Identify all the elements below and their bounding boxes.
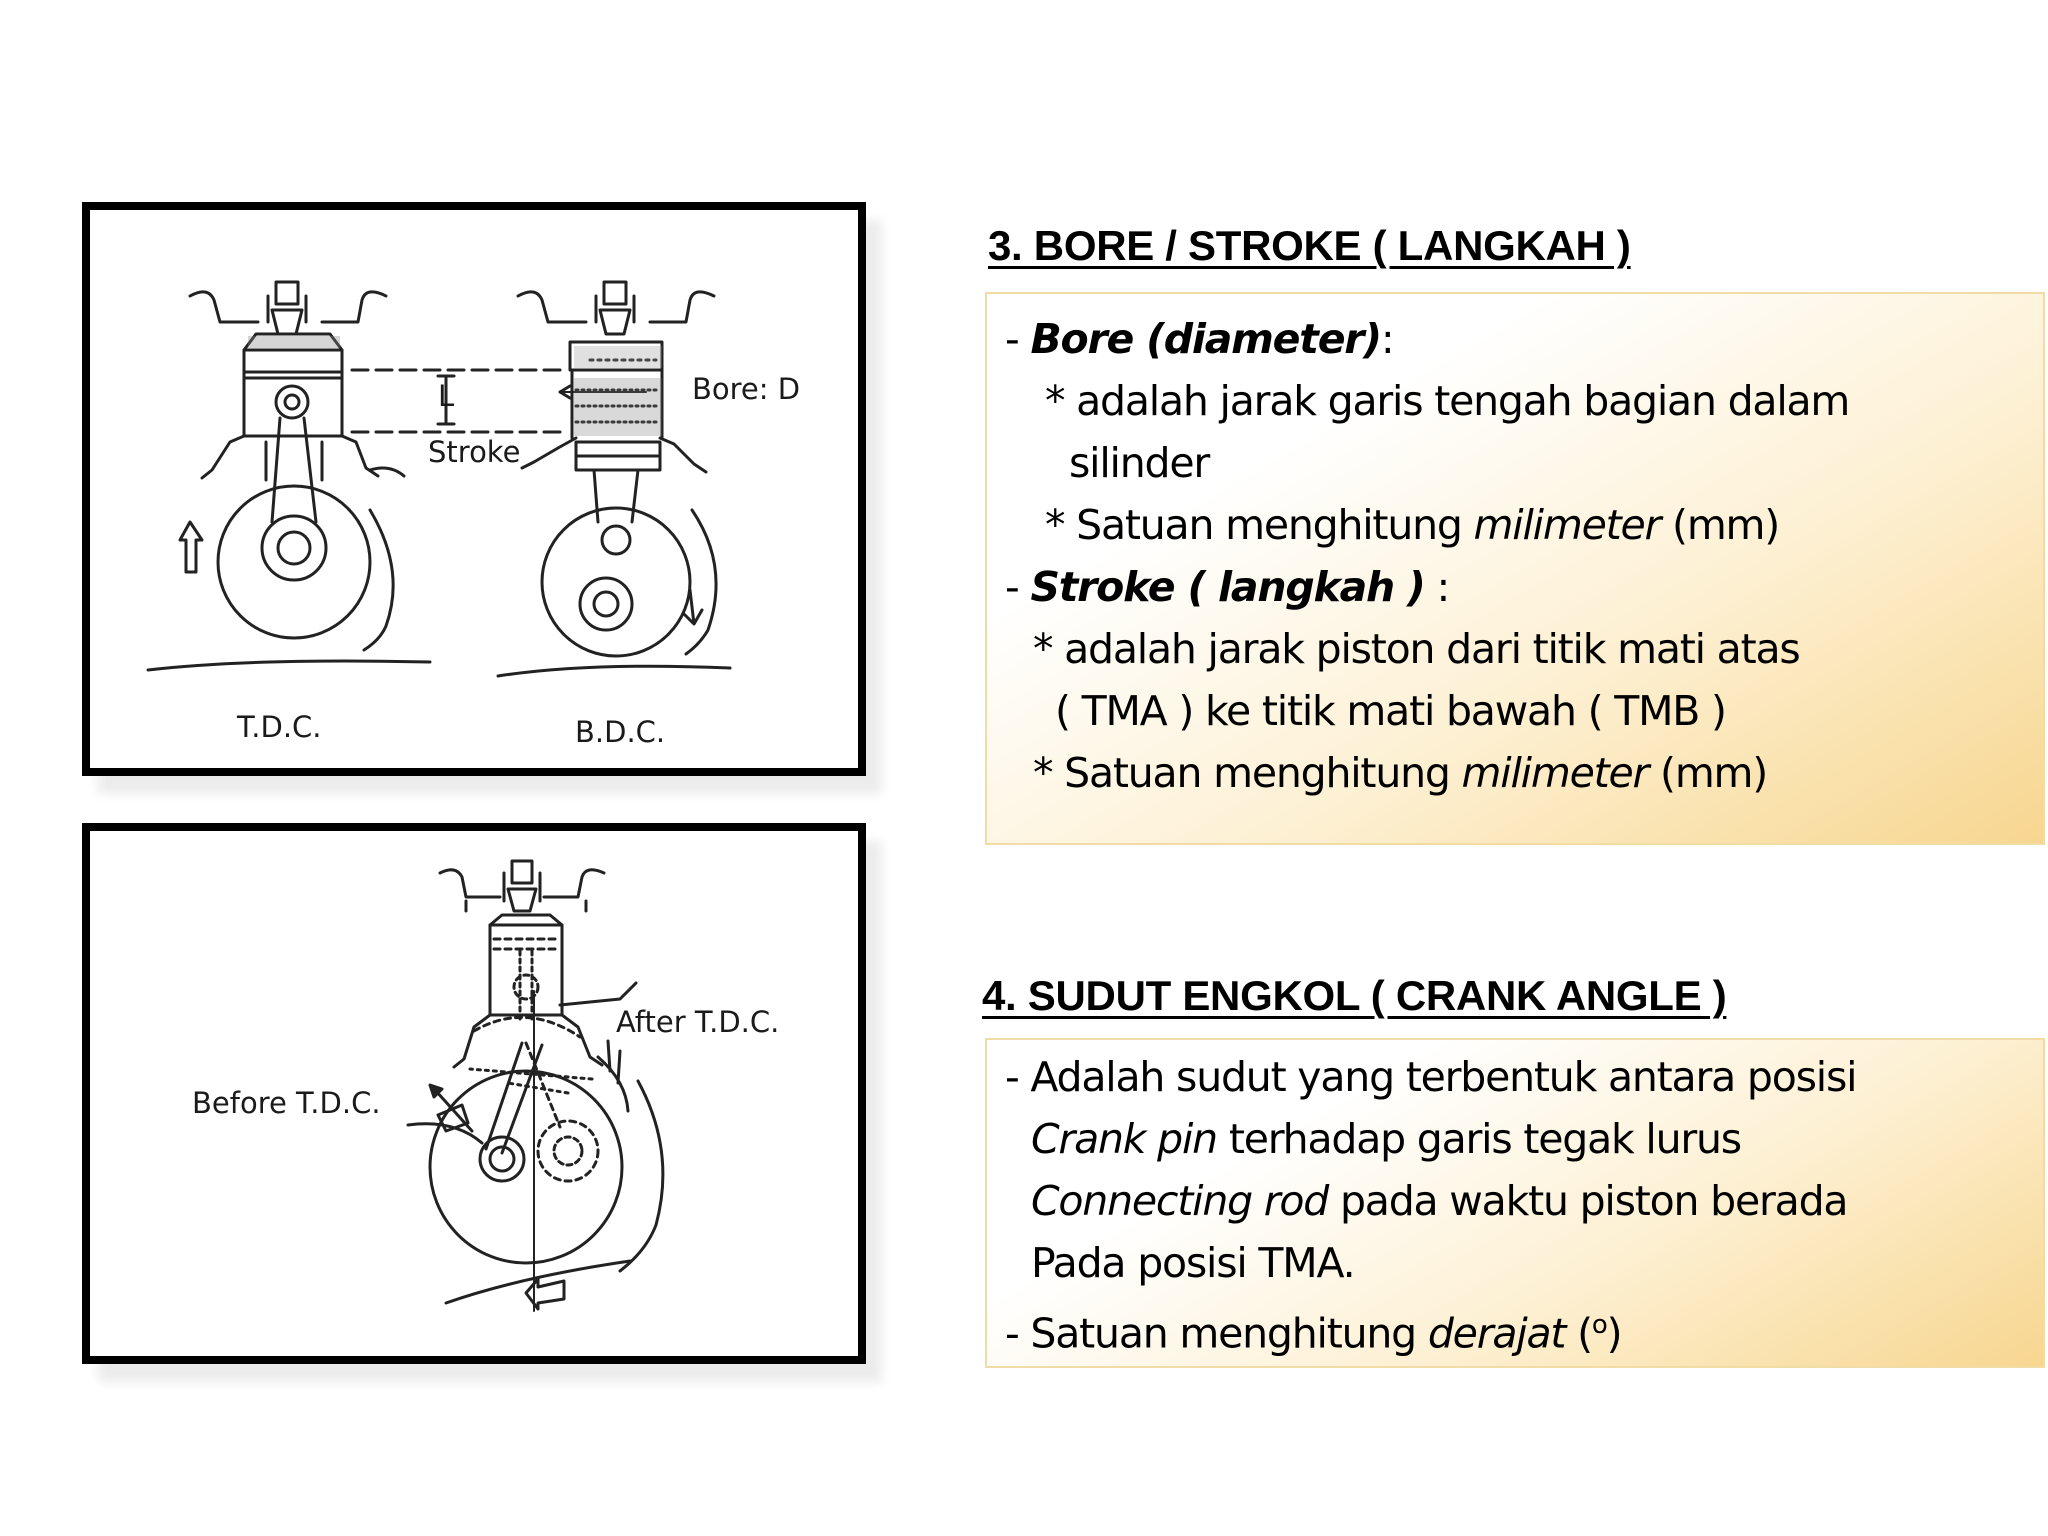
- crank-unit-word: derajat: [1427, 1309, 1566, 1358]
- stroke-term: Stroke ( langkah ): [1030, 563, 1425, 611]
- tdc-label: T.D.C.: [237, 710, 322, 744]
- crank-angle-illustration: [90, 831, 858, 1356]
- crank-line-3-rest: pada waktu piston berada: [1328, 1177, 1848, 1225]
- stroke-unit-word: milimeter: [1461, 749, 1649, 797]
- bore-colon: :: [1380, 315, 1394, 363]
- bore-unit-line: [1045, 494, 1779, 556]
- section-4-heading: 4. SUDUT ENGKOL ( CRANK ANGLE ): [982, 972, 1727, 1019]
- stroke-line: [1005, 556, 1449, 618]
- after-tdc-label: After T.D.C.: [616, 1005, 780, 1039]
- crank-line-3: [1031, 1170, 1847, 1232]
- bore-def-line-1: * adalah jarak garis tengah bagian dalam: [1045, 377, 1850, 425]
- stroke-unit-line: [1033, 742, 1767, 804]
- crank-unit-prefix: - Satuan menghitung: [1005, 1309, 1428, 1358]
- bdc-label: B.D.C.: [575, 715, 666, 749]
- section-3-heading: 3. BORE / STROKE ( LANGKAH ): [988, 222, 1631, 269]
- stroke-colon: :: [1424, 563, 1450, 611]
- stroke-def-line-2: ( TMA ) ke titik mati bawah ( TMB ): [1055, 687, 1726, 735]
- bore-unit-prefix: * Satuan menghitung: [1045, 501, 1474, 549]
- bore-def-line-2: silinder: [1069, 439, 1210, 487]
- stroke-def-line-1: * adalah jarak piston dari titik mati atas: [1033, 625, 1800, 673]
- bore-stroke-box: [985, 292, 2045, 845]
- stroke-unit-prefix: * Satuan menghitung: [1033, 749, 1462, 797]
- before-tdc-label: Before T.D.C.: [192, 1086, 381, 1120]
- bore-unit-word: milimeter: [1473, 501, 1661, 549]
- stroke-label: Stroke: [428, 435, 521, 469]
- crank-unit-line: [1005, 1294, 1621, 1365]
- crank-angle-box: [985, 1038, 2045, 1368]
- degree-symbol: o: [1591, 1310, 1607, 1340]
- crank-line-2-rest: terhadap garis tegak lurus: [1216, 1115, 1741, 1163]
- crank-unit-close: ): [1606, 1309, 1622, 1358]
- crank-line-1: - Adalah sudut yang terbentuk antara posisi: [1005, 1053, 1857, 1101]
- bore-line: [1005, 308, 1393, 370]
- crank-unit-open: (: [1565, 1309, 1592, 1358]
- crank-line-4: Pada posisi TMA.: [1031, 1239, 1355, 1287]
- l-label: L: [438, 379, 455, 413]
- bore-term: Bore (diameter): [1030, 315, 1381, 363]
- bore-unit-suffix: (mm): [1660, 501, 1780, 549]
- bore-stroke-diagram: [82, 202, 866, 776]
- stroke-dash: -: [1005, 563, 1031, 611]
- stroke-unit-suffix: (mm): [1648, 749, 1768, 797]
- crank-pin-term: Crank pin: [1031, 1115, 1217, 1163]
- crank-line-2: [1031, 1108, 1741, 1170]
- bore-dash: -: [1005, 315, 1031, 363]
- tdc-bdc-illustration: [90, 210, 858, 768]
- connecting-rod-term: Connecting rod: [1031, 1177, 1329, 1225]
- bore-label: Bore: D: [692, 372, 801, 406]
- crank-angle-diagram: [82, 823, 866, 1364]
